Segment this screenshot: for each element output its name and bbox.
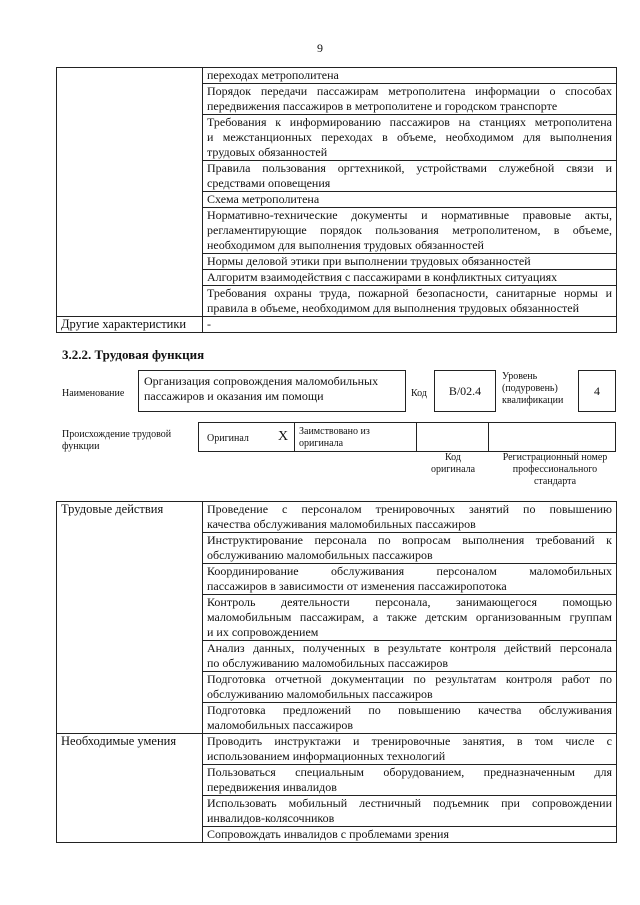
caption-line: профессионального: [512, 464, 598, 475]
row-text-line: средствами оповещения: [207, 176, 331, 190]
row-text-line: Проведение с персоналом тренировочных занятий по повышению: [207, 502, 612, 516]
row-text-line: передвижения инвалидов: [207, 780, 337, 794]
level-label-line: квалификации: [502, 395, 564, 406]
row-text-line: пассажиров в зависимости от изменения пассажиропотока: [207, 579, 507, 593]
level-value-box: 4: [578, 370, 616, 412]
origin-label-line: Происхождение трудовой: [62, 429, 172, 440]
caption-line: оригинала: [430, 464, 476, 475]
row-text-line: Нормы деловой этики при выполнении трудовых обязанностей: [207, 254, 531, 268]
row-text: [203, 796, 617, 827]
row-text: [203, 703, 617, 734]
row-text-line: Схема метрополитена: [207, 192, 320, 206]
row-text: [203, 765, 617, 796]
row-text-line: переходах метрополитена: [207, 68, 339, 82]
row-text: [203, 502, 617, 533]
name-label: Наименование: [62, 388, 125, 399]
origin-strip: [198, 422, 616, 452]
row-text-line: Подготовка отчетной документации по результатам контроля работ по: [207, 672, 612, 686]
row-text: [203, 595, 617, 641]
row-text: [203, 115, 617, 161]
table-row: [57, 734, 617, 765]
section-title: 3.2.2. Трудовая функция: [62, 347, 205, 362]
row-text-line: регламентирующие порядок пользования метрополитеном, в объеме,: [207, 223, 612, 237]
row-text: [203, 192, 617, 208]
row-text: [203, 286, 617, 317]
table-row: [57, 502, 617, 533]
code-value-box: В/02.4: [434, 370, 496, 412]
level-label-line: (подуровень): [502, 383, 558, 394]
row-category: Необходимые умения: [57, 734, 203, 843]
row-text-line: Подготовка предложений по повышению качества обслуживания: [207, 703, 612, 717]
table-row: [57, 68, 617, 84]
caption-line: Код: [445, 452, 461, 463]
row-text-line: необходимом для выполнения трудовых обязанностей: [207, 238, 484, 252]
origin-label: [62, 429, 190, 453]
row-text-line: обслуживанию маломобильных пассажиров: [207, 687, 433, 701]
row-text-line: инвалидов-колясочников: [207, 811, 335, 825]
row-category: [57, 68, 203, 317]
borrowed-label: [299, 426, 409, 450]
row-text: [203, 533, 617, 564]
row-text-line: Использовать мобильный лестничный подъемник при сопровождении: [207, 796, 612, 810]
registration-caption: [494, 452, 616, 488]
page-number: 9: [317, 41, 323, 55]
caption-line: стандарта: [533, 476, 577, 487]
row-text: [203, 84, 617, 115]
row-text-line: обслуживанию маломобильных пассажиров: [207, 548, 433, 562]
row-text: [203, 734, 617, 765]
row-text-line: Правила пользования оргтехникой, устройствами служебной связи и: [207, 161, 612, 175]
row-text: [203, 208, 617, 254]
row-text-line: Требования охраны труда, пожарной безопасности, санитарные нормы и: [207, 286, 612, 300]
row-text-line: -: [207, 317, 211, 331]
row-text-line: Алгоритм взаимодействия с пассажирами в конфликтных ситуациях: [207, 270, 558, 284]
row-text-line: Нормативно-технические документы и нормативные правовые акты,: [207, 208, 612, 222]
row-text-line: правила в объеме, необходимом для выполнения трудовых обязанностей: [207, 301, 580, 315]
row-text-line: и межстанционных переходах в объеме, необходимом для выполнения: [207, 130, 612, 144]
level-label: [502, 371, 582, 407]
caption-line: Регистрационный номер: [502, 452, 608, 463]
borrowed-line: оригинала: [299, 438, 344, 449]
row-text-line: Сопровождать инвалидов с проблемами зрения: [207, 827, 449, 841]
table-row: [57, 317, 617, 333]
row-text-line: по обслуживанию маломобильных пассажиров: [207, 656, 449, 670]
knowledge-table: [56, 67, 617, 333]
row-text: [203, 317, 617, 333]
row-text: [203, 672, 617, 703]
row-text-line: качества обслуживания маломобильных пассажиров: [207, 517, 476, 531]
row-text-line: трудовых обязанностей: [207, 145, 328, 159]
row-text-line: Порядок передачи пассажирам метрополитена информации о способах: [207, 84, 612, 98]
original-label: Оригинал: [207, 433, 249, 444]
row-text-line: Координирование обслуживания персоналом маломобильных: [207, 564, 612, 578]
row-text-line: и их сопровождением: [207, 625, 319, 639]
function-name-line: Организация сопровождения маломобильных: [144, 374, 379, 388]
function-name-box: [138, 370, 406, 412]
function-name-line: пассажиров и оказания им помощи: [144, 389, 324, 403]
row-text-line: Контроль деятельности персонала, занимающегося помощью: [207, 595, 612, 609]
origin-label-line: функции: [62, 441, 100, 452]
row-text-line: передвижения пассажиров в метрополитене и городском транспорте: [207, 99, 558, 113]
actions-skills-table: [56, 501, 617, 843]
row-text-line: использованием информационных технологий: [207, 749, 446, 763]
code-label: Код: [411, 388, 427, 399]
row-text-line: маломобильным пассажирам, а также детским организованным группам: [207, 610, 612, 624]
row-text: [203, 161, 617, 192]
row-category: Другие характеристики: [57, 317, 203, 333]
row-text-line: Пользоваться специальным оборудованием, предназначенным для: [207, 765, 612, 779]
row-text: [203, 641, 617, 672]
row-text-line: маломобильных пассажиров: [207, 718, 354, 732]
row-category: Трудовые действия: [57, 502, 203, 734]
row-text: [203, 827, 617, 843]
row-text-line: Проводить инструктажи и тренировочные занятия, в том числе с: [207, 734, 612, 748]
row-text: [203, 68, 617, 84]
original-mark: X: [278, 429, 289, 444]
row-text-line: Анализ данных, полученных в результате контроля действий персонала: [207, 641, 612, 655]
row-text: [203, 564, 617, 595]
code-orig-cell: [417, 423, 489, 451]
level-label-line: Уровень: [502, 371, 538, 382]
row-text: [203, 270, 617, 286]
row-text-line: Инструктирование персонала по вопросам выполнения требований к: [207, 533, 612, 547]
row-text-line: Требования к информированию пассажиров на станциях метрополитена: [207, 115, 612, 129]
row-text: [203, 254, 617, 270]
borrowed-line: Заимствовано из: [299, 426, 370, 437]
code-original-caption: [418, 452, 488, 476]
